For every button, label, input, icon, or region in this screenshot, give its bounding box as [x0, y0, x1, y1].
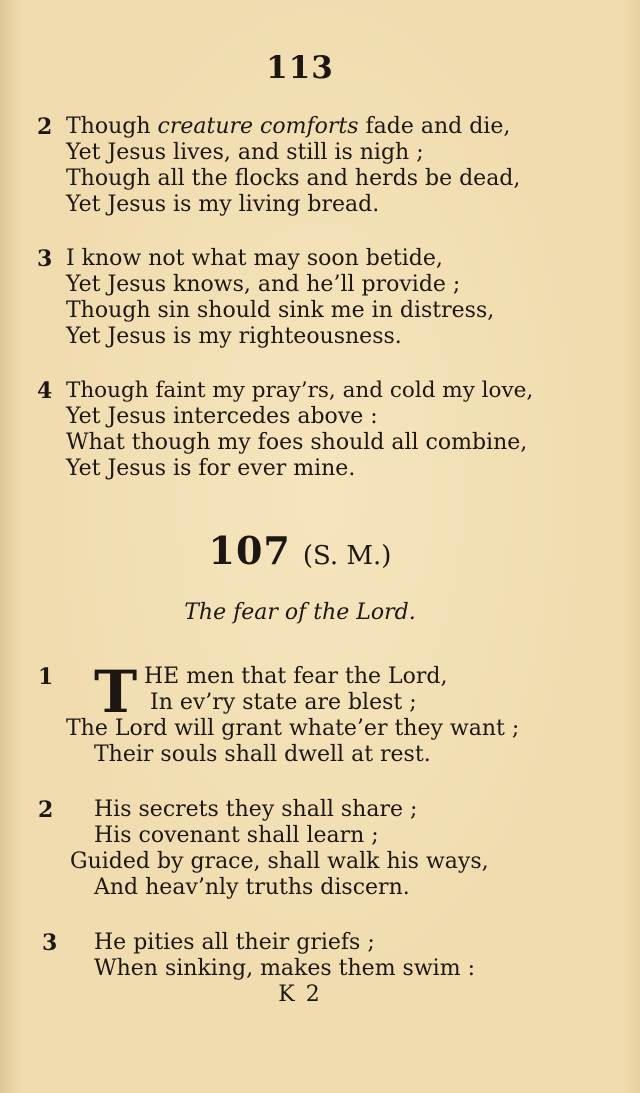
drop-cap: T [94, 658, 138, 726]
page-number: 113 [266, 50, 334, 86]
verse-line: Yet Jesus is my living bread. [66, 192, 380, 217]
stanza-number: 1 [38, 664, 54, 690]
verse-line: Though all the flocks and herds be dead, [66, 166, 521, 191]
verse-line: I know not what may soon betide, [66, 246, 443, 271]
verse-line: The Lord will grant whate’er they want ; [66, 716, 520, 741]
verse-text: Though [66, 114, 158, 139]
stanza-number: 3 [42, 930, 58, 956]
verse-line [66, 114, 510, 140]
stanza-number: 2 [37, 114, 53, 140]
signature-mark: K 2 [278, 982, 322, 1007]
verse-line: And heav’nly truths discern. [94, 875, 410, 900]
hymn-meter: (S. M.) [302, 541, 392, 571]
hymn-title: The fear of the Lord. [184, 600, 416, 625]
stanza-number: 2 [38, 797, 54, 823]
verse-line: Though faint my pray’rs, and cold my love, [66, 378, 534, 403]
verse-line: Guided by grace, shall walk his ways, [70, 849, 489, 874]
verse-line: When sinking, makes them swim : [94, 956, 475, 981]
verse-italic-text: creature comforts [157, 114, 359, 139]
verse-line: His secrets they shall share ; [94, 797, 418, 822]
verse-line: Their souls shall dwell at rest. [94, 742, 431, 767]
verse-text: fade and die, [358, 114, 511, 139]
verse-line: Yet Jesus is for ever mine. [66, 456, 356, 481]
stanza-number: 3 [37, 246, 53, 272]
verse-line: What though my foes should all combine, [66, 430, 528, 455]
verse-line: He pities all their griefs ; [94, 930, 375, 955]
verse-line: His covenant shall learn ; [94, 823, 379, 848]
hymn-number: 107 [208, 528, 291, 573]
verse-line: Yet Jesus knows, and he’ll provide ; [66, 272, 461, 297]
verse-line: Yet Jesus intercedes above : [66, 404, 378, 429]
stanza-number: 4 [37, 378, 53, 404]
verse-line: Yet Jesus is my righteousness. [66, 324, 402, 349]
verse-line: In ev’ry state are blest ; [150, 690, 417, 715]
verse-line: Though sin should sink me in distress, [66, 298, 495, 323]
verse-line: Yet Jesus lives, and still is nigh ; [66, 140, 424, 165]
verse-line: HE men that fear the Lord, [144, 664, 448, 689]
hymn-heading [0, 528, 600, 573]
